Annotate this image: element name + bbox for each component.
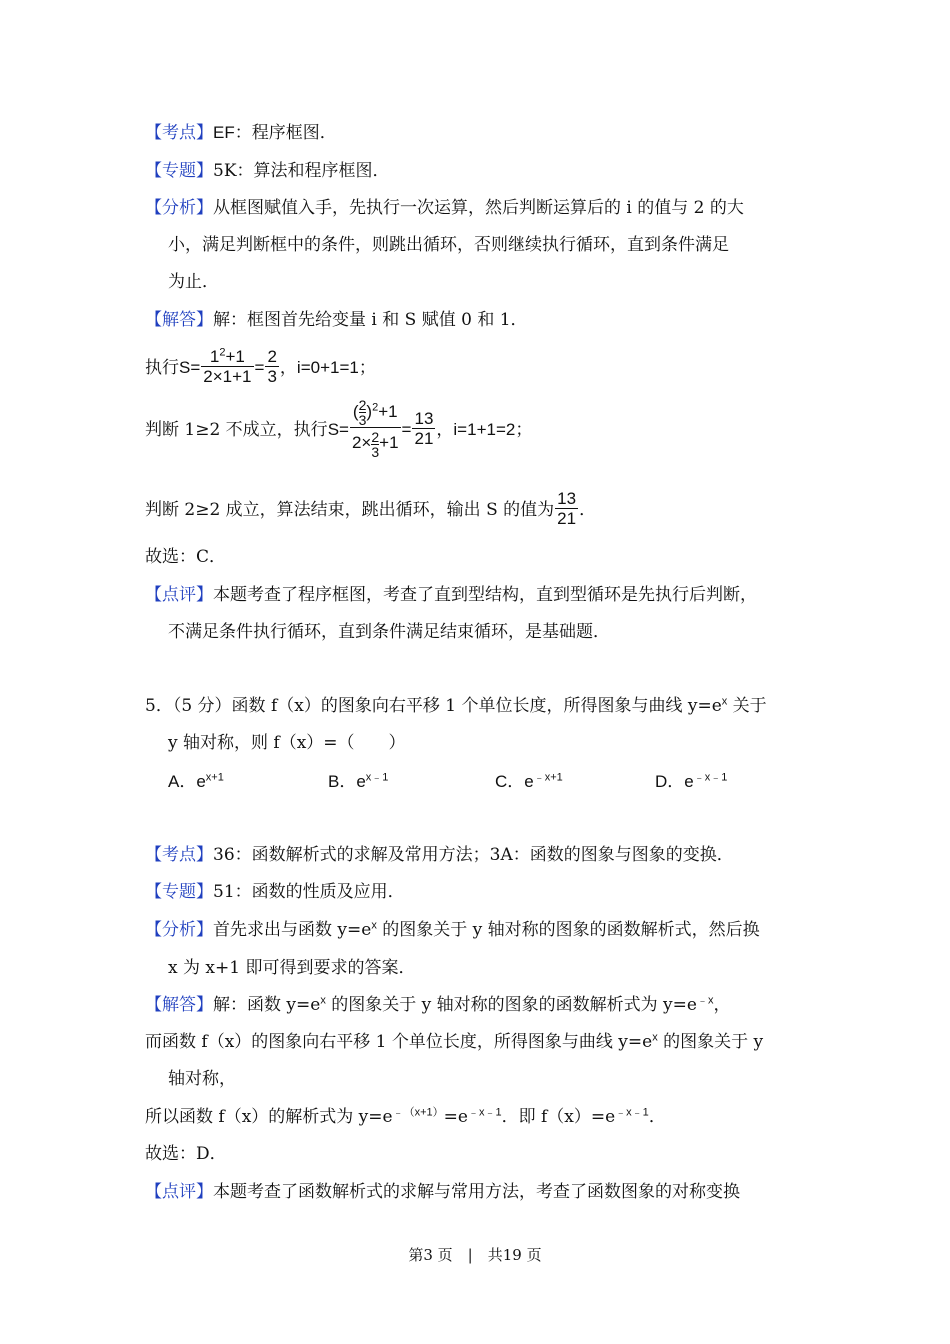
option-b-sup: x﹣1: [365, 771, 389, 784]
q4-jieda-text-1: 解：框图首先给变量 i 和 S 赋值 0 和 1．: [213, 310, 528, 330]
exec-1-num-rest: +1: [225, 347, 245, 366]
exec-2-rparen: ): [366, 402, 373, 422]
exec-1-num-base: 1: [209, 347, 220, 366]
q4-fenxi-text-1: 从框图赋值入手，先执行一次运算，然后判断运算后的 i 的值与 2 的大: [213, 198, 744, 218]
q5-line4-a: 所以函数 f（x）的解析式为 y=e: [145, 1107, 393, 1127]
exec-2-rnum: 13: [414, 409, 434, 428]
q5-stem-line-2: y 轴对称，则 f（x）=（ ）: [168, 733, 406, 753]
q5-zhuanti-line: [145, 880, 405, 904]
q4-exec-line-2: [145, 397, 533, 461]
q5-dianping-line-1: [145, 1180, 740, 1204]
q5-jieda-1c: ，: [713, 995, 731, 1015]
q5-line2-sup: x: [652, 1031, 658, 1044]
q5-line2-b: 的图象关于 y: [657, 1032, 764, 1052]
q5-jieda-1-sup2: ﹣x: [696, 994, 714, 1007]
option-d-sup: ﹣x﹣1: [693, 771, 728, 784]
exec-2-exp: 2: [372, 401, 379, 414]
q4-dianping-text-1: 本题考查了程序框图，考查了直到型结构，直到型循环是先执行后判断，: [213, 585, 757, 605]
exec-1-result: [265, 347, 278, 386]
option-a-sup: x+1: [205, 771, 224, 784]
q4-answer: 故选：C．: [145, 547, 227, 567]
q5-line4-sup1: ﹣（x+1）: [392, 1106, 444, 1119]
fenxi-tag: 【分析】: [145, 198, 213, 218]
q5-jieda-1b: 的图象关于 y 轴对称的图象的函数解析式为 y=e: [325, 995, 697, 1015]
exec-2-fraction: [350, 398, 401, 458]
exec-1-rnum: 2: [267, 347, 277, 366]
exec-1-fraction: [201, 347, 253, 386]
q5-line2-a: 而函数 f（x）的图象向右平移 1 个单位长度，所得图象与曲线 y=e: [145, 1032, 653, 1052]
q5-line4-sup2: ﹣x﹣1: [467, 1106, 502, 1119]
exec-1-tail: ，i=0+1=1；: [279, 358, 376, 377]
q5-fenxi-line-1: [145, 918, 760, 942]
q5-fenxi-1b: 的图象关于 y 轴对称的图象的函数解析式，然后换: [376, 920, 760, 940]
q5-option-a[interactable]: [168, 770, 224, 794]
q5-jieda-1-sup: x: [320, 994, 326, 1007]
q4-fenxi-line-1: [145, 196, 744, 220]
q4-exec-line-1: [145, 348, 376, 388]
q4-zhuanti-text: 5K：算法和程序框图．: [213, 161, 390, 181]
q5-answer: 故选：D．: [145, 1144, 227, 1164]
exec-3-tail: ．: [579, 500, 597, 520]
q4-dianping-line-2: 不满足条件执行循环，直到条件满足结束循环，是基础题．: [168, 622, 610, 642]
kaodian-tag: 【考点】: [145, 845, 213, 865]
q5-kaodian-text: 36：函数解析式的求解及常用方法；3A：函数的图象与图象的变换．: [213, 845, 734, 865]
q5-option-b[interactable]: [328, 770, 388, 794]
option-c-sup: ﹣x+1: [533, 771, 563, 784]
q5-jieda-line-2: [145, 1030, 763, 1054]
q5-line4-c: ．即 f（x）=e: [501, 1107, 616, 1127]
q5-option-c[interactable]: [495, 770, 563, 794]
q4-kaodian-text: EF：程序框图．: [213, 123, 337, 142]
exec-2-den-post: +1: [379, 433, 399, 453]
exec-1-den: 2×1+1: [203, 367, 252, 386]
q5-stem-1a: 5．（5 分）函数 f（x）的图象向右平移 1 个单位长度，所得图象与曲线 y=e: [145, 696, 722, 716]
q5-line4-d: ．: [648, 1107, 666, 1127]
exec-2-den-den: 3: [371, 443, 380, 460]
q5-jieda-line-4: [145, 1105, 666, 1129]
exec-2-den-pre: 2×: [351, 433, 372, 453]
q5-dianping-text-1: 本题考查了函数解析式的求解与常用方法，考查了函数图象的对称变换: [213, 1182, 740, 1202]
zhuanti-tag: 【专题】: [145, 161, 213, 181]
q5-jieda-line-1: [145, 993, 730, 1017]
q5-line4-b: =e: [443, 1107, 468, 1127]
exec-3-result: [555, 489, 578, 528]
exec-2-inner-num: 2: [358, 397, 367, 414]
exec-2-eq: =: [401, 420, 412, 439]
q4-exec-line-3: [145, 490, 596, 530]
option-c-label: C．e: [495, 772, 534, 791]
exec-1-rden: 3: [267, 367, 277, 386]
q5-stem-1b: 关于: [727, 696, 767, 716]
option-a-label: A．e: [168, 772, 206, 791]
q5-jieda-line-3: 轴对称，: [168, 1069, 236, 1089]
q4-fenxi-line-3: 为止．: [168, 272, 219, 292]
fenxi-tag: 【分析】: [145, 920, 213, 940]
q4-fenxi-line-2: 小，满足判断框中的条件，则跳出循环，否则继续执行循环，直到条件满足: [168, 235, 729, 255]
option-b-label: B．e: [328, 772, 366, 791]
q5-jieda-1a: 解：函数 y=e: [213, 995, 321, 1015]
q5-kaodian-line: [145, 843, 734, 867]
zhuanti-tag: 【专题】: [145, 882, 213, 902]
exec-1-s: S=: [179, 358, 201, 377]
q5-stem-1-sup: x: [721, 695, 728, 708]
q5-line4-sup3: ﹣x﹣1: [615, 1106, 649, 1119]
exec-2-s: S=: [327, 420, 349, 439]
page-footer: 第3 页 | 共19 页: [408, 1246, 542, 1264]
exec-2-result: [412, 409, 435, 448]
dianping-tag: 【点评】: [145, 585, 213, 605]
exec-3-num: 13: [557, 489, 577, 508]
exec-1-prefix: 执行: [145, 358, 179, 378]
exec-1-eq: =: [254, 358, 265, 377]
exec-3-prefix: 判断 2≥2 成立，算法结束，跳出循环，输出 S 的值为: [145, 500, 555, 520]
exec-2-lparen: (: [352, 402, 359, 422]
exec-2-tail: ，i=1+1=2；: [436, 420, 533, 439]
q5-option-d[interactable]: [655, 770, 727, 794]
q4-kaodian-line: [145, 121, 337, 145]
exec-2-prefix: 判断 1≥2 不成立，执行: [145, 420, 328, 440]
exec-2-inner-den: 3: [358, 412, 367, 429]
option-d-label: D．e: [655, 772, 694, 791]
q5-stem-line-1: [145, 694, 767, 718]
kaodian-tag: 【考点】: [145, 123, 213, 143]
q5-fenxi-line-2: x 为 x+1 即可得到要求的答案．: [168, 958, 416, 978]
exec-2-den-num: 2: [371, 428, 380, 445]
q5-fenxi-1a: 首先求出与函数 y=e: [213, 920, 372, 940]
q5-zhuanti-text: 51：函数的性质及应用．: [213, 882, 405, 902]
jieda-tag: 【解答】: [145, 995, 213, 1015]
q4-jieda-line-1: [145, 308, 528, 332]
dianping-tag: 【点评】: [145, 1182, 213, 1202]
q5-fenxi-1-sup: x: [371, 919, 377, 932]
jieda-tag: 【解答】: [145, 310, 213, 330]
exec-2-rden: 21: [414, 429, 434, 448]
exec-3-den: 21: [557, 509, 577, 528]
exec-2-plus: +1: [378, 402, 398, 422]
q4-dianping-line-1: [145, 583, 757, 607]
exec-1-num-exp: 2: [219, 346, 226, 359]
exec-2-den-frac: [371, 430, 379, 459]
q4-zhuanti-line: [145, 159, 390, 183]
